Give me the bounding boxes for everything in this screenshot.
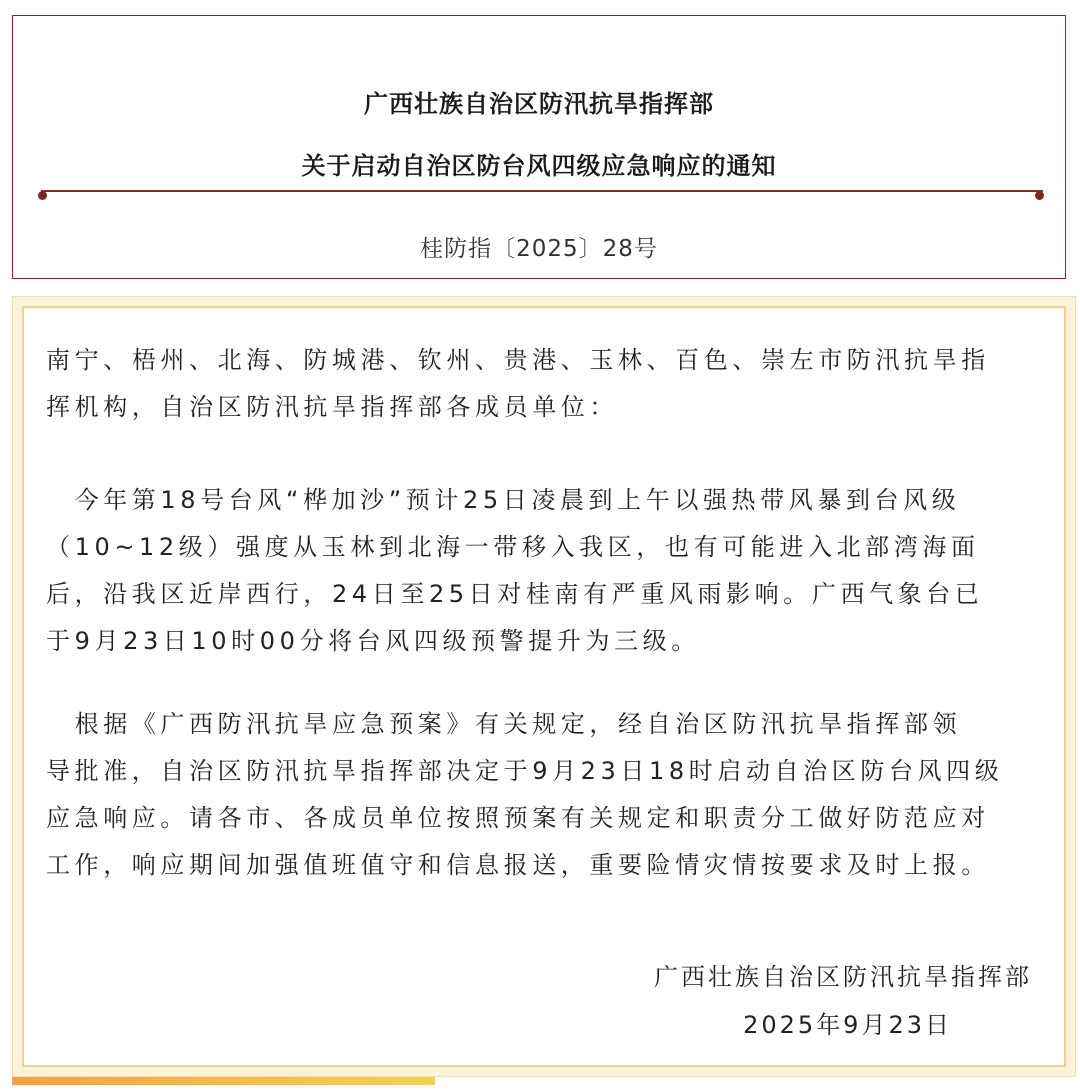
notice-header (12, 15, 1066, 279)
paragraph-line: （10~12级）强度从玉林到北海一带移入我区，也有可能进入北部湾海面 (46, 533, 980, 561)
paragraph-line: 今年第18号台风“桦加沙”预计25日凌晨到上午以强热带风暴到台风级 (46, 486, 961, 514)
paragraph-line: 根据《广西防汛抗旱应急预案》有关规定，经自治区防汛抗旱指挥部领 (46, 710, 962, 738)
paragraph-line: 应急响应。请各市、各成员单位按照预案有关规定和职责分工做好防范应对 (46, 804, 990, 832)
addressee-line: 南宁、梧州、北海、防城港、钦州、贵港、玉林、百色、崇左市防汛抗旱指 (46, 346, 990, 374)
paragraph-line: 于9月23日10时00分将台风四级预警提升为三级。 (46, 627, 700, 655)
paragraph-line: 后，沿我区近岸西行，24日至25日对桂南有严重风雨影响。广西气象台已 (46, 580, 984, 608)
decorative-bar (12, 1077, 435, 1085)
paragraph-line: 工作，响应期间加强值班值守和信息报送，重要险情灾情按要求及时上报。 (46, 851, 990, 879)
addressee-line: 挥机构，自治区防汛抗旱指挥部各成员单位： (46, 393, 618, 421)
signature: 广西壮族自治区防汛抗旱指挥部 (654, 963, 1032, 991)
document-number: 桂防指〔2025〕28号 (420, 236, 658, 262)
divider (41, 190, 1043, 192)
divider-dot-right (1035, 191, 1044, 200)
paragraph-line: 导批准，自治区防汛抗旱指挥部决定于9月23日18时启动自治区防台风四级 (46, 757, 1004, 785)
issuer-title: 广西壮族自治区防汛抗旱指挥部 (364, 90, 714, 118)
date: 2025年9月23日 (743, 1011, 952, 1039)
notice-title: 关于启动自治区防台风四级应急响应的通知 (301, 152, 777, 180)
divider-dot-left (38, 191, 47, 200)
